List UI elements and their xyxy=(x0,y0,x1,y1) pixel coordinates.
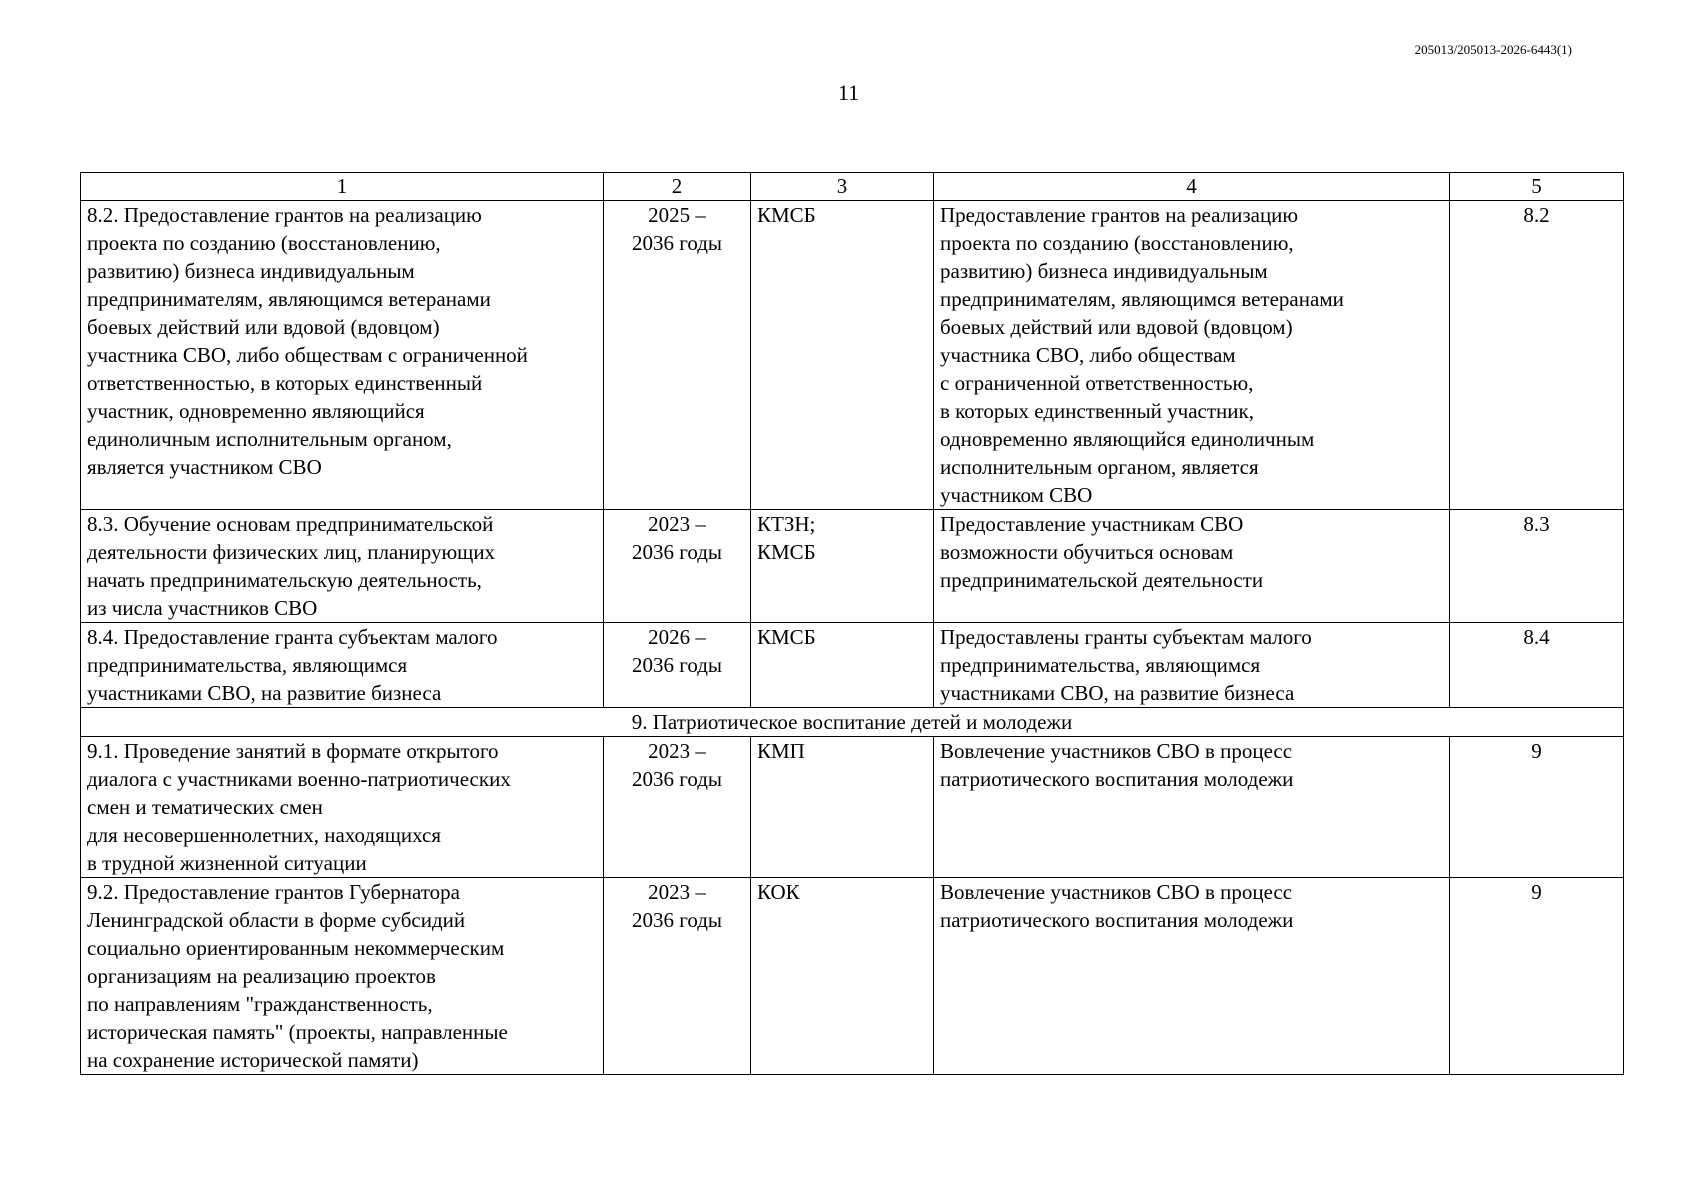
period-cell: 2023 – 2036 годы xyxy=(604,878,751,1075)
column-header-1: 1 xyxy=(81,173,604,201)
executor-cell: КМП xyxy=(751,737,934,878)
table-row-8-3 xyxy=(81,510,1624,623)
table-row-8-2 xyxy=(81,201,1624,510)
column-header-4: 4 xyxy=(934,173,1450,201)
result-cell: Вовлечение участников СВО в процесс патриотического воспитания молодежи xyxy=(934,878,1450,1075)
document-id: 205013/205013-2026-6443(1) xyxy=(1414,42,1572,57)
executor-cell: КТЗН; КМСБ xyxy=(751,510,934,623)
executor-cell: КОК xyxy=(751,878,934,1075)
table-header-row xyxy=(81,173,1624,201)
table-row-8-4 xyxy=(81,623,1624,708)
reference-cell: 8.3 xyxy=(1450,510,1624,623)
result-cell: Предоставление участникам СВО возможности обучиться основам предпринимательской деятельности xyxy=(934,510,1450,623)
reference-cell: 9 xyxy=(1450,737,1624,878)
column-header-5: 5 xyxy=(1450,173,1624,201)
section-row-9 xyxy=(81,708,1624,737)
reference-cell: 8.4 xyxy=(1450,623,1624,708)
period-cell: 2026 – 2036 годы xyxy=(604,623,751,708)
reference-cell: 8.2 xyxy=(1450,201,1624,510)
measure-cell: 8.4. Предоставление гранта субъектам малого предпринимательства, являющимся участниками СВО, на развитие бизнеса xyxy=(81,623,604,708)
measure-cell: 9.1. Проведение занятий в формате открытого диалога с участниками военно-патриотических смен и тематических смен для несовершеннолетних, находящихся в трудной жизненной ситуации xyxy=(81,737,604,878)
result-cell: Вовлечение участников СВО в процесс патриотического воспитания молодежи xyxy=(934,737,1450,878)
section-title: 9. Патриотическое воспитание детей и молодежи xyxy=(81,708,1624,737)
measure-cell: 9.2. Предоставление грантов Губернатора Ленинградской области в форме субсидий социально ориентированным некоммерческим организациям на реализацию проектов по направлениям "гражданственность, историческая память" (проекты, направленные на сохранение исторической памяти) xyxy=(81,878,604,1075)
measures-table xyxy=(80,172,1624,1075)
period-cell: 2025 – 2036 годы xyxy=(604,201,751,510)
result-cell: Предоставление грантов на реализацию проекта по созданию (восстановлению, развитию) бизнеса индивидуальным предпринимателям, являющимся ветеранами боевых действий или вдовой (вдовцом) участника СВО, либо обществам с ограниченной ответственностью, в которых единственный участник, одновременно являющийся единоличным исполнительным органом, является участником СВО xyxy=(934,201,1450,510)
column-header-2: 2 xyxy=(604,173,751,201)
period-cell: 2023 – 2036 годы xyxy=(604,737,751,878)
result-cell: Предоставлены гранты субъектам малого предпринимательства, являющимся участниками СВО, на развитие бизнеса xyxy=(934,623,1450,708)
reference-cell: 9 xyxy=(1450,878,1624,1075)
executor-cell: КМСБ xyxy=(751,201,934,510)
page-number: 11 xyxy=(837,80,860,105)
period-cell: 2023 – 2036 годы xyxy=(604,510,751,623)
measure-cell: 8.2. Предоставление грантов на реализацию проекта по созданию (восстановлению, развитию) бизнеса индивидуальным предпринимателям, являющимся ветеранами боевых действий или вдовой (вдовцом) участника СВО, либо обществам с ограниченной ответственностью, в которых единственный участник, одновременно являющийся единоличным исполнительным органом, является участником СВО xyxy=(81,201,604,510)
measure-cell: 8.3. Обучение основам предпринимательской деятельности физических лиц, планирующих начать предпринимательскую деятельность, из числа участников СВО xyxy=(81,510,604,623)
executor-cell: КМСБ xyxy=(751,623,934,708)
column-header-3: 3 xyxy=(751,173,934,201)
table-row-9-2 xyxy=(81,878,1624,1075)
table-row-9-1 xyxy=(81,737,1624,878)
